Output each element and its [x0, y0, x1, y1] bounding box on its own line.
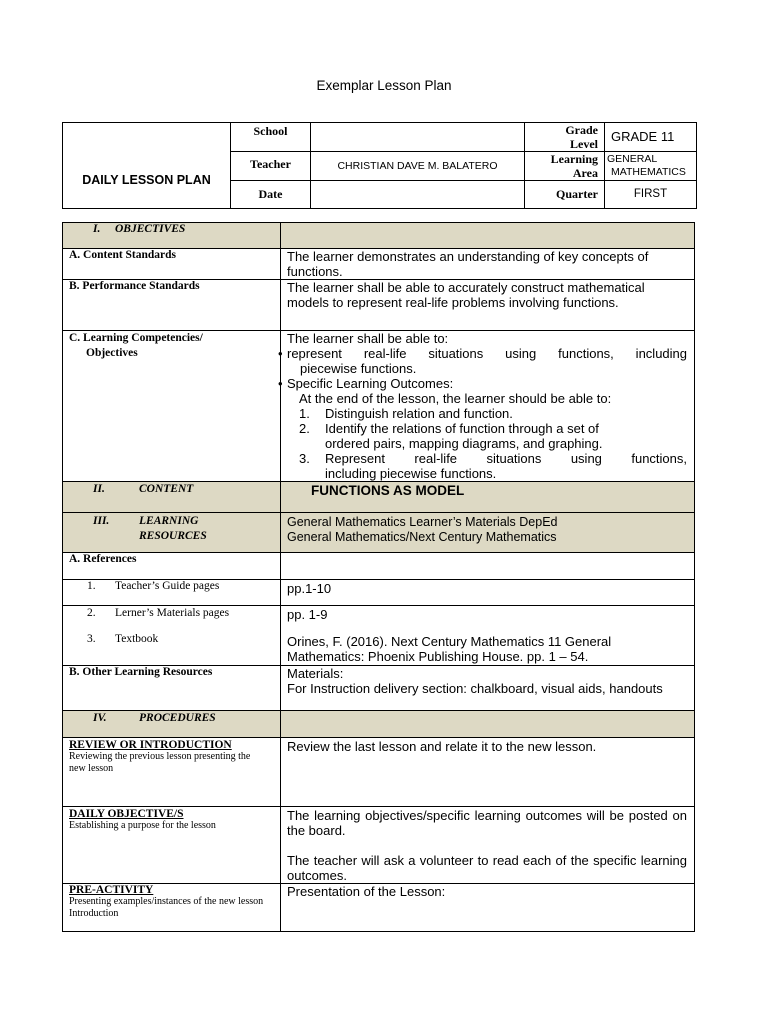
section-title: CONTENT — [139, 483, 194, 495]
daily-text-1: The learning objectives/specific learning outcomes will be posted on the board. — [287, 808, 687, 838]
quarter-label: Quarter — [525, 181, 605, 209]
daily-objective-row — [63, 807, 695, 884]
ref-3-value: Orines, F. (2016). Next Century Mathematics 11 General Mathematics: Phoenix Publishing House. pp. 1 – 54. — [287, 634, 612, 664]
bullet-item — [278, 346, 687, 376]
performance-standards-text: The learner shall be able to accurately construct mathematical models to represent real-life problems involving functions. — [281, 280, 695, 331]
review-row — [63, 738, 695, 807]
bullet-icon: • — [278, 376, 283, 391]
ref-num: 1. — [87, 580, 96, 592]
section-title: OBJECTIVES — [115, 223, 186, 235]
review-label — [63, 738, 281, 807]
label-text: A. Content Standards — [69, 249, 177, 261]
grade-value: GRADE 11 — [605, 123, 697, 152]
reference-row — [63, 606, 695, 666]
objectives-heading-blank — [281, 223, 695, 249]
references-row — [63, 553, 695, 580]
reference-2-3-values — [281, 606, 695, 666]
objectives-header-row — [63, 223, 695, 249]
pre-title: PRE-ACTIVITY — [69, 884, 154, 896]
other-resources-label — [63, 666, 281, 711]
outcome-text: Distinguish relation and function. — [325, 406, 513, 421]
area-value-1: GENERAL — [607, 153, 658, 165]
procedures-header-row — [63, 711, 695, 738]
label-line-2: Objectives — [86, 347, 138, 359]
competency-intro: The learner shall be able to: — [287, 331, 449, 346]
pre-activity-text: Presentation of the Lesson: — [281, 884, 695, 932]
resources-value — [281, 513, 695, 553]
learning-area-value — [605, 152, 697, 181]
bullet-1-line-a: represent real-life situations using functions, including — [287, 346, 687, 361]
performance-standards-row — [63, 280, 695, 331]
label-text: B. Other Learning Resources — [69, 666, 213, 678]
outcome-2: 2. Identify the relations of function through a set of — [299, 421, 599, 436]
plan-label-cell — [63, 123, 231, 209]
outcome-text: Represent real-life situations using functions, — [325, 451, 687, 466]
label-text: A. References — [69, 553, 137, 565]
learning-area-label — [525, 152, 605, 181]
bullet-2: Specific Learning Outcomes: — [287, 376, 454, 391]
daily-subtitle: Establishing a purpose for the lesson — [69, 820, 216, 831]
bullet-1-line-b: piecewise functions. — [300, 361, 417, 376]
review-subtitle: Reviewing the previous lesson presenting the new lesson — [69, 751, 251, 774]
content-row — [63, 482, 695, 513]
section-title-2: RESOURCES — [139, 530, 207, 542]
grade-label-2: Level — [570, 137, 598, 151]
outcome-text: Identify the relations of function through a set of — [325, 421, 599, 436]
other-resources-row — [63, 666, 695, 711]
header-table — [62, 122, 697, 209]
grade-label-1: Grade — [565, 123, 598, 137]
review-text: Review the last lesson and relate it to the new lesson. — [281, 738, 695, 807]
references-blank — [281, 553, 695, 580]
reference-2-3-labels — [63, 606, 281, 666]
label-line-1: C. Learning Competencies/ — [69, 332, 203, 344]
content-standards-label — [63, 249, 281, 280]
ref-label: Textbook — [115, 633, 159, 645]
performance-standards-label — [63, 280, 281, 331]
section-num: II. — [93, 483, 105, 495]
lesson-table — [62, 222, 695, 932]
other-line-1: Materials: — [287, 666, 344, 681]
pre-activity-label — [63, 884, 281, 932]
section-title-1: LEARNING — [139, 515, 199, 527]
pre-subtitle-2: Introduction — [69, 908, 119, 919]
reference-1-label — [63, 580, 281, 606]
plan-label: DAILY LESSON PLAN — [82, 172, 211, 187]
content-standards-row — [63, 249, 695, 280]
daily-objective-label — [63, 807, 281, 884]
school-label: School — [231, 123, 311, 152]
outcome-2-cont: ordered pairs, mapping diagrams, and graphing. — [325, 436, 603, 451]
bullet-icon: • — [278, 346, 283, 361]
daily-title: DAILY OBJECTIVE/S — [69, 808, 184, 820]
daily-objective-text — [281, 807, 695, 884]
ref-num: 3. — [87, 633, 96, 645]
content-heading — [63, 482, 281, 513]
bullet-item — [278, 376, 687, 391]
resource-line-2: General Mathematics/Next Century Mathematics — [287, 530, 557, 544]
outcome-3-cont: including piecewise functions. — [325, 466, 497, 481]
ref-label: Lerner’s Materials pages — [115, 607, 230, 619]
section-title: PROCEDURES — [139, 712, 216, 724]
ref-num: 2. — [87, 607, 96, 619]
procedures-heading — [63, 711, 281, 738]
resources-row — [63, 513, 695, 553]
ref-2-value: pp. 1-9 — [287, 607, 328, 622]
quarter-value: FIRST — [605, 181, 697, 209]
objectives-heading — [63, 223, 281, 249]
area-label-2: Area — [572, 166, 598, 180]
content-value: FUNCTIONS AS MODEL — [281, 482, 695, 513]
resources-heading — [63, 513, 281, 553]
references-label — [63, 553, 281, 580]
competencies-text — [278, 331, 695, 482]
content-standards-text: The learner demonstrates an understanding of key concepts of functions. — [281, 249, 695, 280]
area-value-2: MATHEMATICS — [611, 166, 686, 178]
teacher-label: Teacher — [231, 152, 311, 181]
procedures-heading-blank — [281, 711, 695, 738]
other-resources-value — [281, 666, 695, 711]
resource-line-1: General Mathematics Learner’s Materials DepEd — [287, 515, 558, 529]
outcome-1: 1. Distinguish relation and function. — [299, 406, 513, 421]
daily-text-2: The teacher will ask a volunteer to read each of the specific learning outcomes. — [287, 853, 687, 883]
area-label-1: Learning — [550, 152, 598, 166]
competencies-label — [63, 331, 281, 482]
reference-1-value: pp.1-10 — [281, 580, 695, 606]
pre-subtitle: Presenting examples/instances of the new lesson — [69, 896, 264, 907]
date-value — [311, 181, 525, 209]
teacher-value: CHRISTIAN DAVE M. BALATERO — [311, 152, 525, 181]
ref-label: Teacher’s Guide pages — [115, 580, 220, 592]
document-title: Exemplar Lesson Plan — [316, 78, 452, 93]
date-label: Date — [231, 181, 311, 209]
outcomes-intro: At the end of the lesson, the learner should be able to: — [299, 391, 612, 406]
pre-activity-row — [63, 884, 695, 932]
reference-row — [63, 580, 695, 606]
competencies-row — [63, 331, 695, 482]
section-num: I. — [93, 223, 101, 235]
review-title: REVIEW OR INTRODUCTION — [69, 739, 232, 751]
school-value — [311, 123, 525, 152]
competency-bullets — [278, 346, 687, 391]
label-text: B. Performance Standards — [69, 280, 200, 292]
section-num: IV. — [93, 712, 107, 724]
outcome-3: 3. Represent real-life situations using functions, — [299, 451, 687, 466]
section-num: III. — [93, 515, 110, 527]
other-line-2: For Instruction delivery section: chalkboard, visual aids, handouts — [287, 681, 663, 696]
grade-level-label — [525, 123, 605, 152]
